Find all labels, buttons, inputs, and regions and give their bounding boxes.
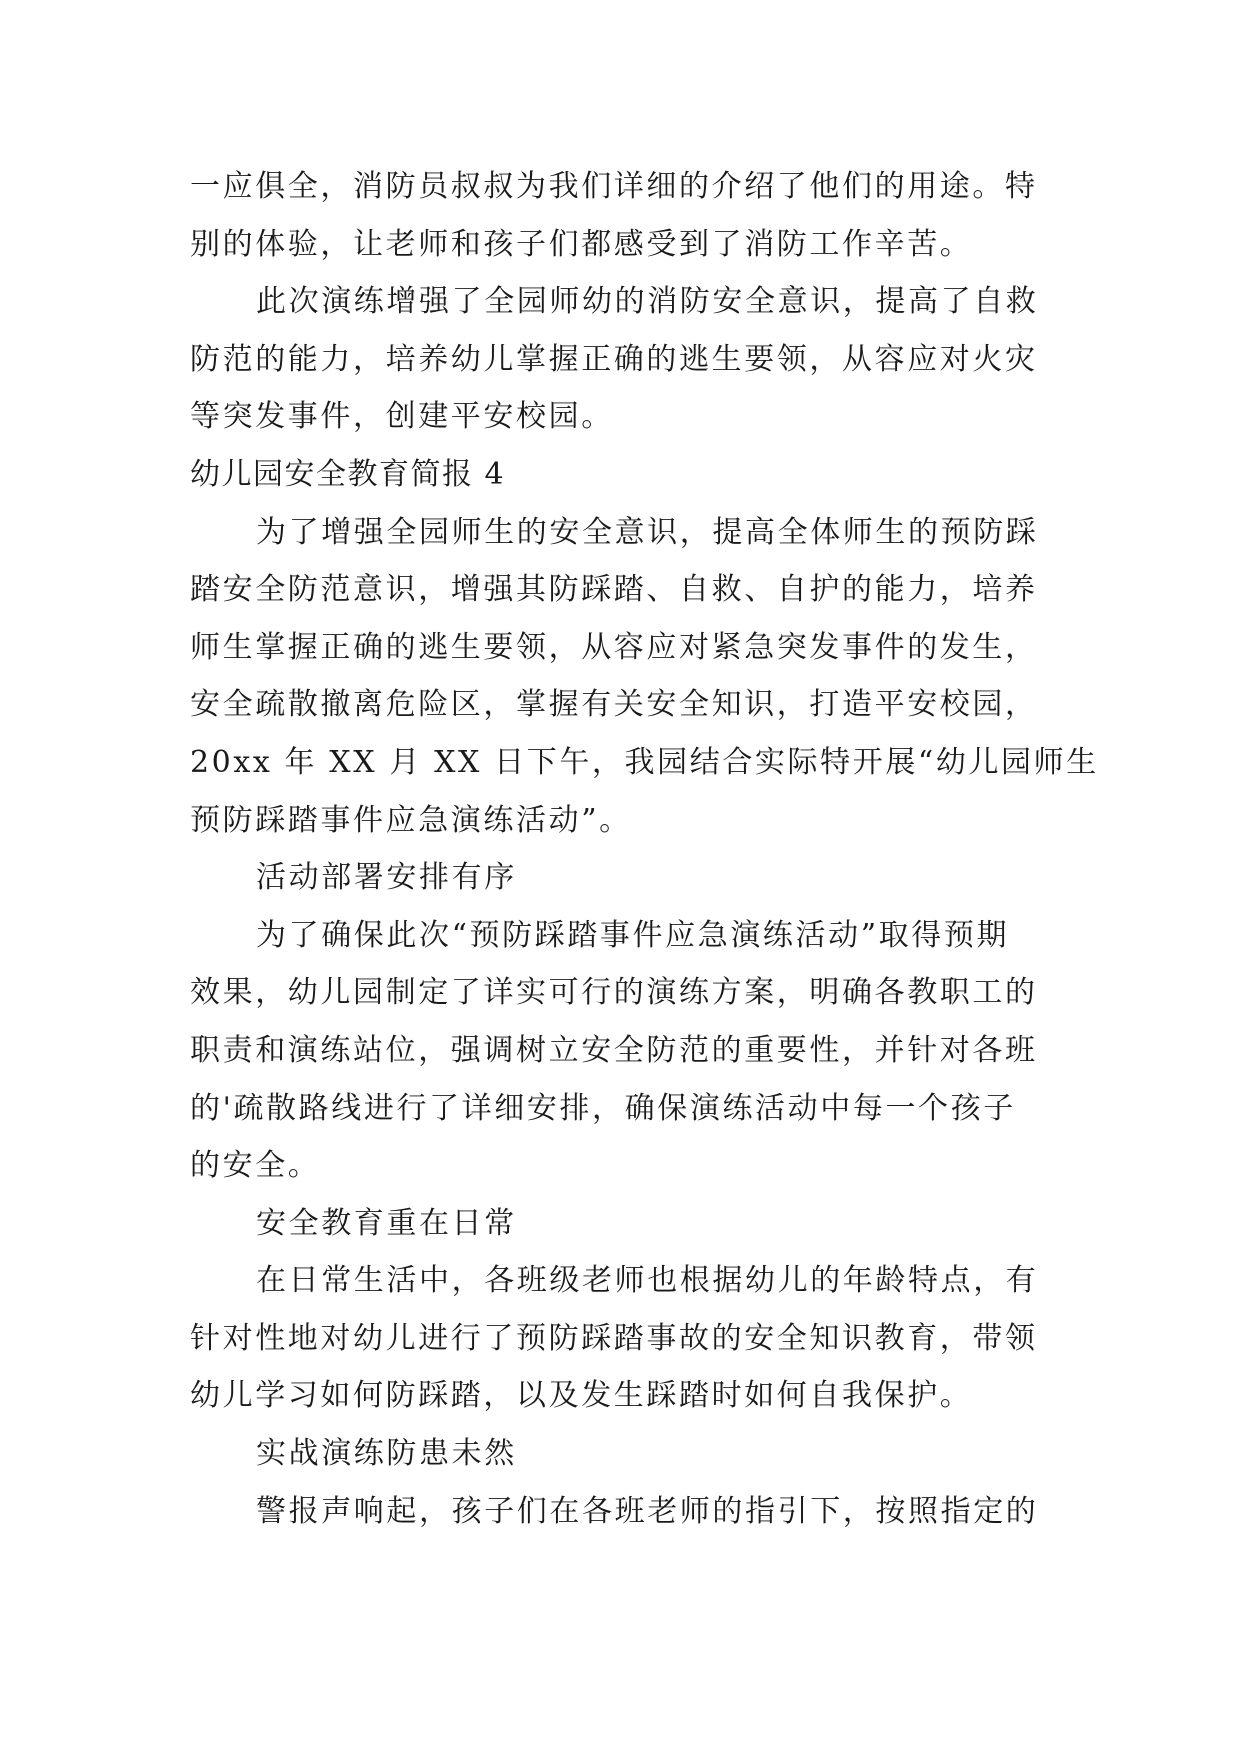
text-line: 为了增强全园师生的安全意识，提高全体师生的预防踩	[256, 514, 1039, 550]
text-line: 别的体验，让老师和孩子们都感受到了消防工作辛苦。	[190, 226, 973, 262]
subheading: 活动部署安排有序	[256, 860, 517, 896]
text-line: 安全疏散撤离危险区，掌握有关安全知识，打造平安校园，	[190, 687, 1038, 723]
text-line: 效果，幼儿园制定了详实可行的演练方案，明确各教职工的	[190, 975, 1038, 1011]
text-line: 一应俱全，消防员叔叔为我们详细的介绍了他们的用途。特	[190, 169, 1038, 204]
text-line: 师生掌握正确的逃生要领，从容应对紧急突发事件的发生，	[190, 629, 1038, 665]
section-heading: 幼儿园安全教育简报 4	[190, 456, 506, 492]
text-line: 在日常生活中，各班级老师也根据幼儿的年龄特点，有	[256, 1263, 1039, 1299]
text-line: 此次演练增强了全园师幼的消防安全意识，提高了自救	[256, 284, 1039, 320]
text-line: 等突发事件，创建平安校园。	[190, 399, 614, 435]
text-line: 为了确保此次“预防踩踏事件应急演练活动”取得预期	[256, 917, 1010, 953]
text-line: 20xx 年 XX 月 XX 日下午，我园结合实际特开展“幼儿园师生	[190, 744, 1099, 780]
text-line: 幼儿学习如何防踩踏，以及发生踩踏时如何自我保护。	[190, 1378, 973, 1414]
text-line: 踏安全防范意识，增强其防踩踏、自救、自护的能力，培养	[190, 572, 1038, 608]
subheading: 安全教育重在日常	[256, 1205, 517, 1241]
text-line: 警报声响起，孩子们在各班老师的指引下，按照指定的	[256, 1493, 1039, 1529]
text-line: 防范的能力，培养幼儿掌握正确的逃生要领，从容应对火灾	[190, 341, 1038, 377]
text-line: 的安全。	[190, 1148, 321, 1184]
subheading: 实战演练防患未然	[256, 1436, 517, 1472]
text-line: 预防踩踏事件应急演练活动”。	[190, 802, 632, 838]
text-line: 的'疏散路线进行了详细安排，确保演练活动中每一个孩子	[190, 1090, 1016, 1126]
text-line: 针对性地对幼儿进行了预防踩踏事故的安全知识教育，带领	[190, 1320, 1038, 1356]
document-body	[190, 158, 1099, 1540]
text-line: 职责和演练站位，强调树立安全防范的重要性，并针对各班	[190, 1032, 1038, 1068]
